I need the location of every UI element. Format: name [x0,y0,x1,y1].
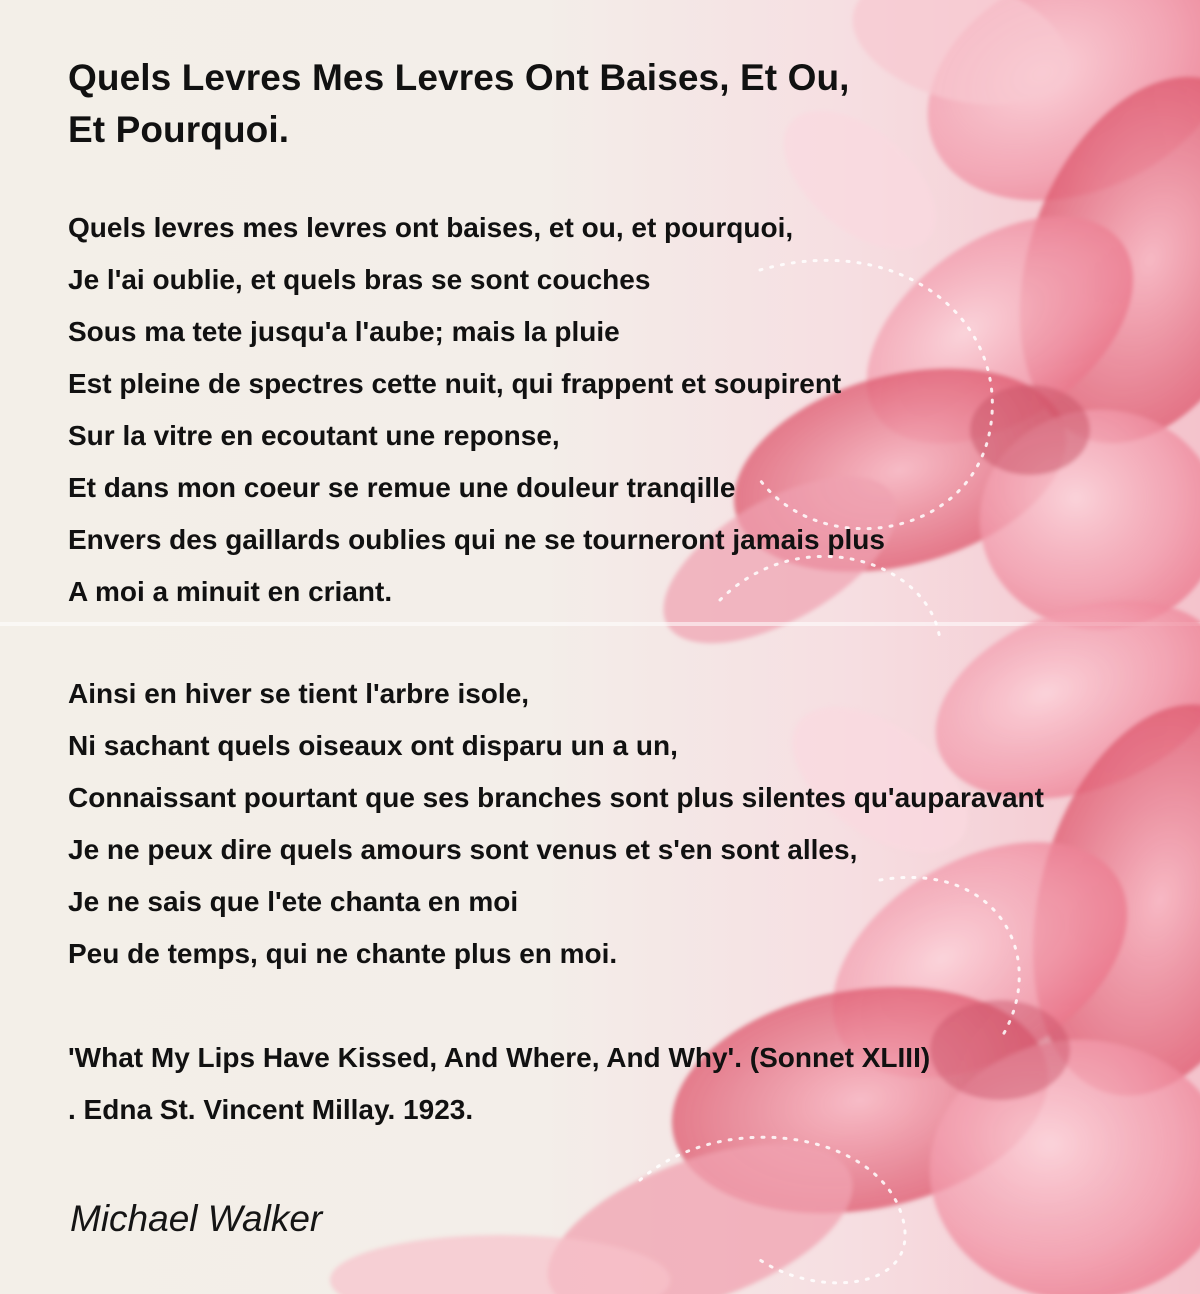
verse-line: Est pleine de spectres cette nuit, qui frappent et soupirent [68,368,842,399]
verse-line: Ni sachant quels oiseaux ont disparu un a un, [68,730,678,761]
poem-title [68,52,850,156]
verse-line: Je ne sais que l'ete chanta en moi [68,886,519,917]
citation-line: 'What My Lips Have Kissed, And Where, And Why'. (Sonnet XLIII) [68,1042,931,1073]
title-line: Quels Levres Mes Levres Ont Baises, Et Ou, [68,57,850,98]
verse-line: Je l'ai oublie, et quels bras se sont couches [68,264,651,295]
verse-line: Quels levres mes levres ont baises, et ou, et pourquoi, [68,212,794,243]
stanza-2 [68,668,1044,980]
author-name: Michael Walker [70,1198,323,1239]
verse-line: Et dans mon coeur se remue une douleur tranqille [68,472,736,503]
verse-line: Peu de temps, qui ne chante plus en moi. [68,938,618,969]
verse-line: Sur la vitre en ecoutant une reponse, [68,420,560,451]
verse-line: Sous ma tete jusqu'a l'aube; mais la pluie [68,316,620,347]
title-line: Et Pourquoi. [68,109,290,150]
verse-line: Connaissant pourtant que ses branches sont plus silentes qu'auparavant [68,782,1044,813]
verse-line: A moi a minuit en criant. [68,576,393,607]
verse-line: Je ne peux dire quels amours sont venus et s'en sont alles, [68,834,858,865]
verse-line: Ainsi en hiver se tient l'arbre isole, [68,678,530,709]
citation [68,1032,930,1136]
verse-line: Envers des gaillards oublies qui ne se tourneront jamais plus [68,524,885,555]
poem-card [68,0,1200,1294]
stanza-1 [68,202,885,618]
citation-line: . Edna St. Vincent Millay. 1923. [68,1094,474,1125]
